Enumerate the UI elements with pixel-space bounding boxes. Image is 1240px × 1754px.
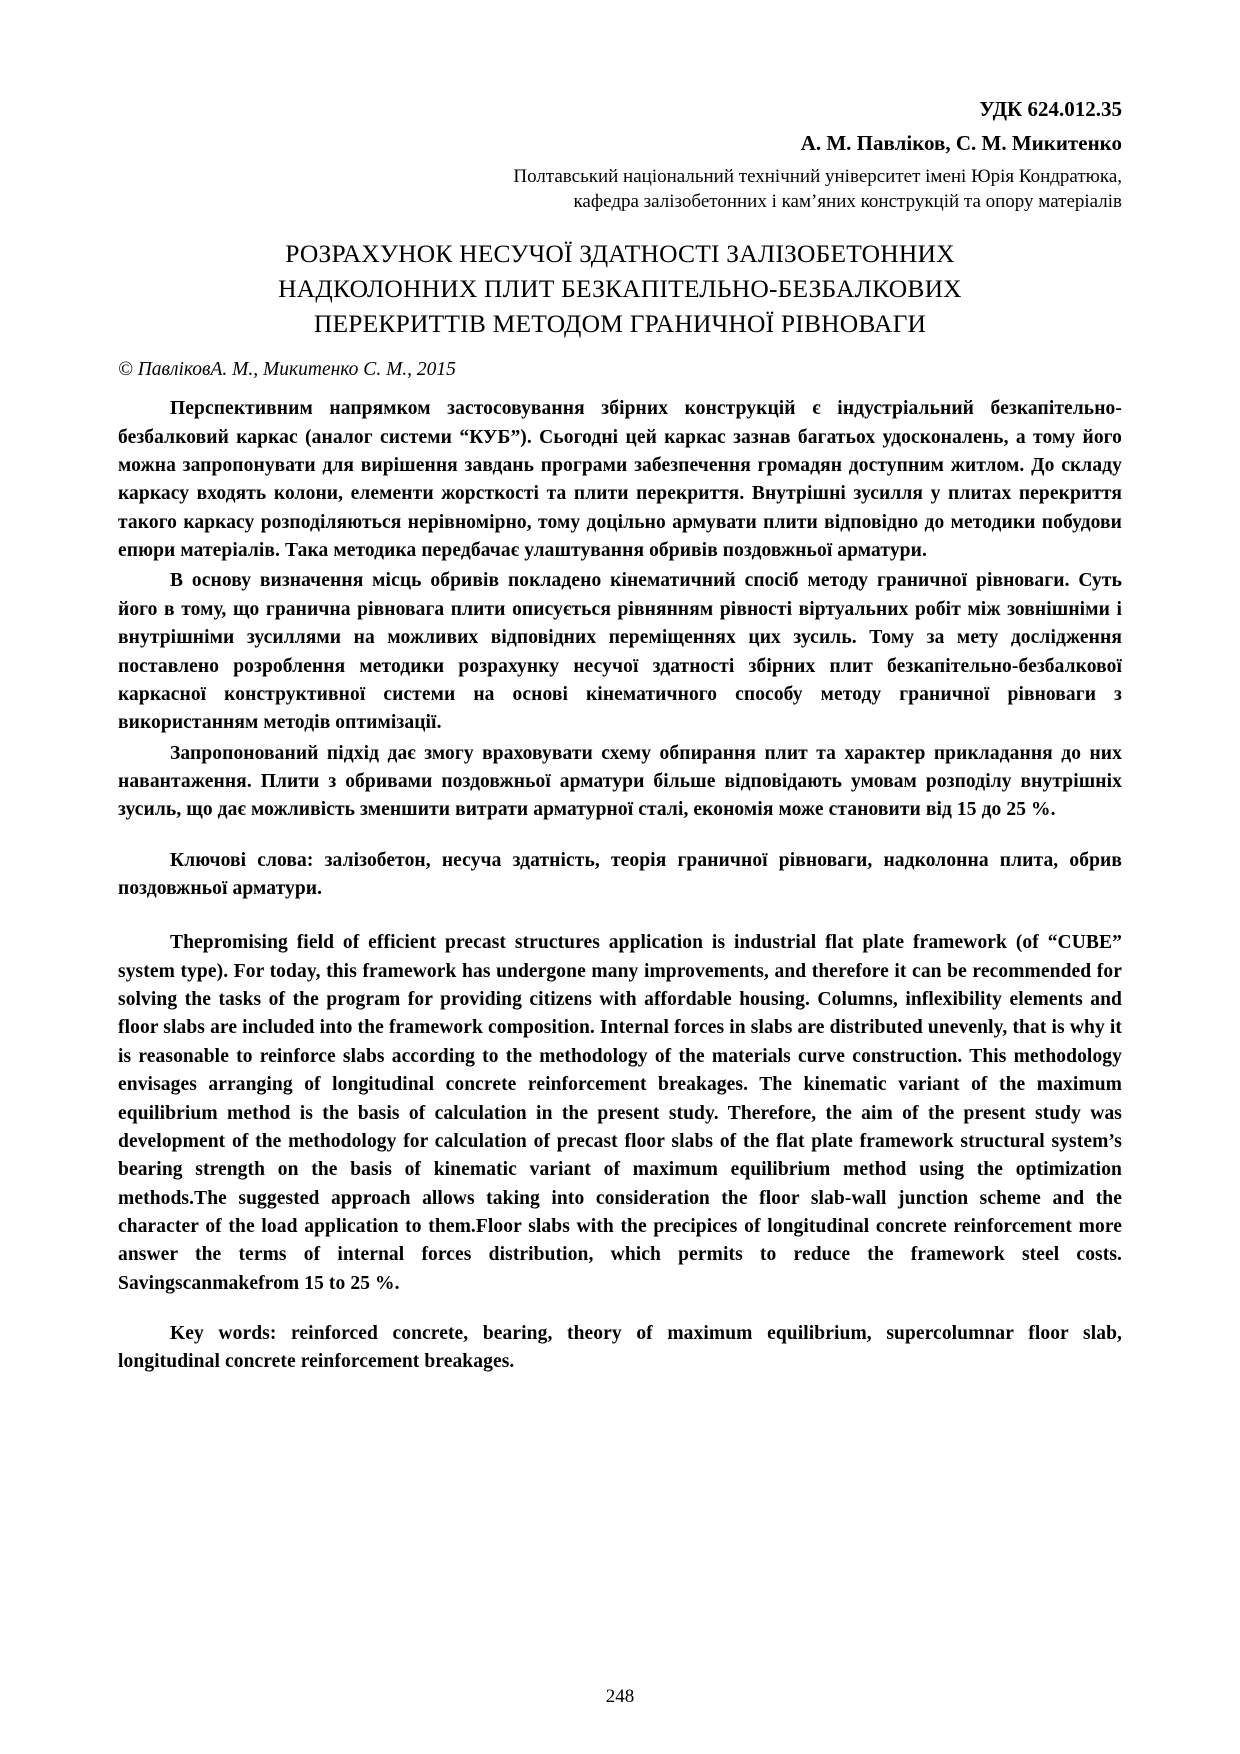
title-line-3: ПЕРЕКРИТТІВ МЕТОДОМ ГРАНИЧНОЇ РІВНОВАГИ xyxy=(313,309,927,339)
author-list: А. М. Павліков, С. М. Микитенко xyxy=(800,131,1122,156)
page-title xyxy=(118,236,1122,342)
keywords-uk-text: залізобетон, несуча здатність, теорія граничної рівноваги, надколонна плита, обрив поздовжньої арматури. xyxy=(118,849,1122,900)
keywords-en-label: Key words: xyxy=(170,1323,277,1345)
title-line-1: РОЗРАХУНОК НЕСУЧОЇ ЗДАТНОСТІ ЗАЛІЗОБЕТОННИХ xyxy=(285,238,955,268)
udk-code: УДК 624.012.35 xyxy=(979,97,1122,121)
abstract-en-paragraph-1: Thepromising field of efficient precast structures application is industrial flat plate framework (of “CUBE” system type). For today, this framework has undergone many improvements, and therefore it can be recommended for solving the tasks of the program for providing citizens with affordable housing. Columns, inflexibility elements and floor slabs are included into the framework composition. Internal forces in slabs are distributed unevenly, that is why it is reasonable to reinforce slabs according to the methodology of the materials curve construction. This methodology envisages arranging of longitudinal concrete reinforcement breakages. The kinematic variant of the maximum equilibrium method is the basis of calculation in the present study. Therefore, the aim of the present study was development of the methodology for calculation of precast floor slabs of the flat plate framework structural system’s bearing strength on the basis of kinematic variant of maximum equilibrium method using the optimization methods.The suggested approach allows taking into consideration the floor slab-wall junction scheme and the character of the load application to them.Floor slabs with the precipices of longitudinal concrete reinforcement more answer the terms of internal forces distribution, which permits to reduce the framework steel costs. Savingscanmakefrom 15 to 25 %. xyxy=(118,932,1122,1294)
abstract-uk-paragraph-3: Запропонований підхід дає змогу враховувати схему обпирання плит та характер прикладання до них навантаження. Плити з обривами поздовжньої арматури більше відповідають умовам розподілу внутрішніх зусиль, що дає можливість зменшити витрати арматурної сталі, економія може становити від 15 до 25 %. xyxy=(118,742,1122,821)
keywords-en xyxy=(118,1320,1122,1377)
title-line-2: НАДКОЛОННИХ ПЛИТ БЕЗКАПІТЕЛЬНО-БЕЗБАЛКОВИХ xyxy=(278,273,962,303)
affiliation-line-2: кафедра залізобетонних і кам’яних конструкцій та опору матеріалів xyxy=(573,190,1122,212)
abstract-uk-paragraph-2: В основу визначення місць обривів покладено кінематичний спосіб методу граничної рівноваги. Суть його в тому, що гранична рівновага плити описується рівнянням рівності віртуальних робіт між зовнішніми і внутрішніми зусиллями на можливих відповідних переміщеннях цих зусиль. Тому за мету дослідження поставлено розроблення методики розрахунку несучої здатності збірних плит безкапітельно-безбалкової каркасної конструктивної системи на основі кінематичного способу методу граничної рівноваги з використанням методів оптимізації. xyxy=(118,570,1122,734)
affiliation xyxy=(118,164,1122,214)
abstract-uk-paragraph-1: Перспективним напрямком застосовування збірних конструкцій є індустріальний безкапітельно-безбалковий каркас (аналог системи “КУБ”). Сьогодні цей каркас зазнав багатьох удосконалень, а тому його можна запропонувати для вирішення завдань програми забезпечення громадян доступним житлом. До складу каркасу входять колони, елементи жорсткості та плити перекриття. Внутрішні зусилля у плитах перекриття такого каркасу розподіляються нерівномірно, тому доцільно армувати плити відповідно до методики побудови епюри матеріалів. Така методика передбачає улаштування обривів поздовжньої арматури. xyxy=(118,398,1122,562)
page-number: 248 xyxy=(605,1686,635,1707)
keywords-en-text: reinforced concrete, bearing, theory of maximum equilibrium, supercolumnar floor slab, longitudinal concrete reinforcement breakages. xyxy=(118,1323,1122,1373)
affiliation-line-1: Полтавський національний технічний університет імені Юрія Кондратюка, xyxy=(513,165,1122,187)
copyright-line: © ПавліковА. М., Микитенко С. М., 2015 xyxy=(118,359,456,381)
keywords-uk xyxy=(118,847,1122,904)
keywords-uk-label: Ключові слова: xyxy=(170,849,314,871)
